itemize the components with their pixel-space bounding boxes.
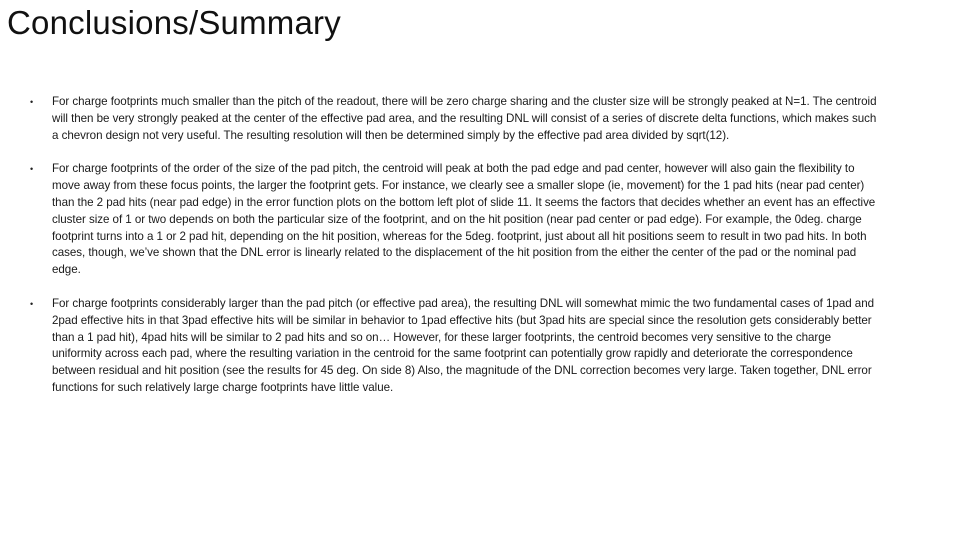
bullet-item bbox=[30, 296, 880, 397]
bullet-text: For charge footprints of the order of the size of the pad pitch, the centroid will peak at both the pad edge and pad center, however will also gain the flexibility to move away from these focus points, the larger the footprint gets. For instance, we clearly see a smaller slope (ie, movement) for the 1 pad hits (near pad center) than the 2 pad hits (near pad edge) in the error function plots on the bottom left plot of slide 11. It seems the factors that decides whether an event has an effective cluster size of 1 or two depends on both the particular size of the footprint, and on the hit position (near pad center or pad edge). For example, the 0deg. charge footprint turns into a 1 or 2 pad hit, depending on the hit position, whereas for the 5deg. footprint, just about all hit positions seem to result in two pad hits. In both cases, though, we’ve shown that the DNL error is linearly related to the displacement of the hit position from the either the center of the pad or the nominal pad edge. bbox=[52, 162, 876, 277]
bullet-text: For charge footprints considerably larger than the pad pitch (or effective pad area), the resulting DNL will somewhat mimic the two fundamental cases of 1pad and 2pad effective hits in that 3pad effective hits will be similar in behavior to 1pad effective hits (but 3pad hits are special since the resolution gets considerably better than a 1 pad hit), 4pad hits will be similar to 2 pad hits and so on… However, for these larger footprints, the centroid becomes very sensitive to the charge uniformity across each pad, where the resulting variation in the centroid for the same footprint can potentially grow rapidly and deteriorate the correspondence between residual and hit position (see the results for 45 deg. On side 8) Also, the magnitude of the DNL correction becomes very large. Taken together, DNL error functions for such relatively large charge footprints have little value. bbox=[52, 296, 874, 394]
bullet-marker: • bbox=[30, 97, 34, 107]
bullet-text: For charge footprints much smaller than the pitch of the readout, there will be zero charge sharing and the cluster size will be strongly peaked at N=1. The centroid will then be very strongly peaked at the center of the effective pad area, and the resulting DNL will consist of a series of discrete delta functions, which makes such a chevron design not very useful. The resulting resolution will then be determined simply by the effective pad area divided by sqrt(12). bbox=[52, 95, 877, 142]
bullet-item bbox=[30, 161, 880, 279]
bullet-list bbox=[30, 94, 880, 414]
slide-title: Conclusions/Summary bbox=[7, 4, 341, 41]
bullet-marker: • bbox=[30, 164, 34, 175]
bullet-item bbox=[30, 94, 880, 144]
bullet-marker: • bbox=[30, 298, 34, 309]
